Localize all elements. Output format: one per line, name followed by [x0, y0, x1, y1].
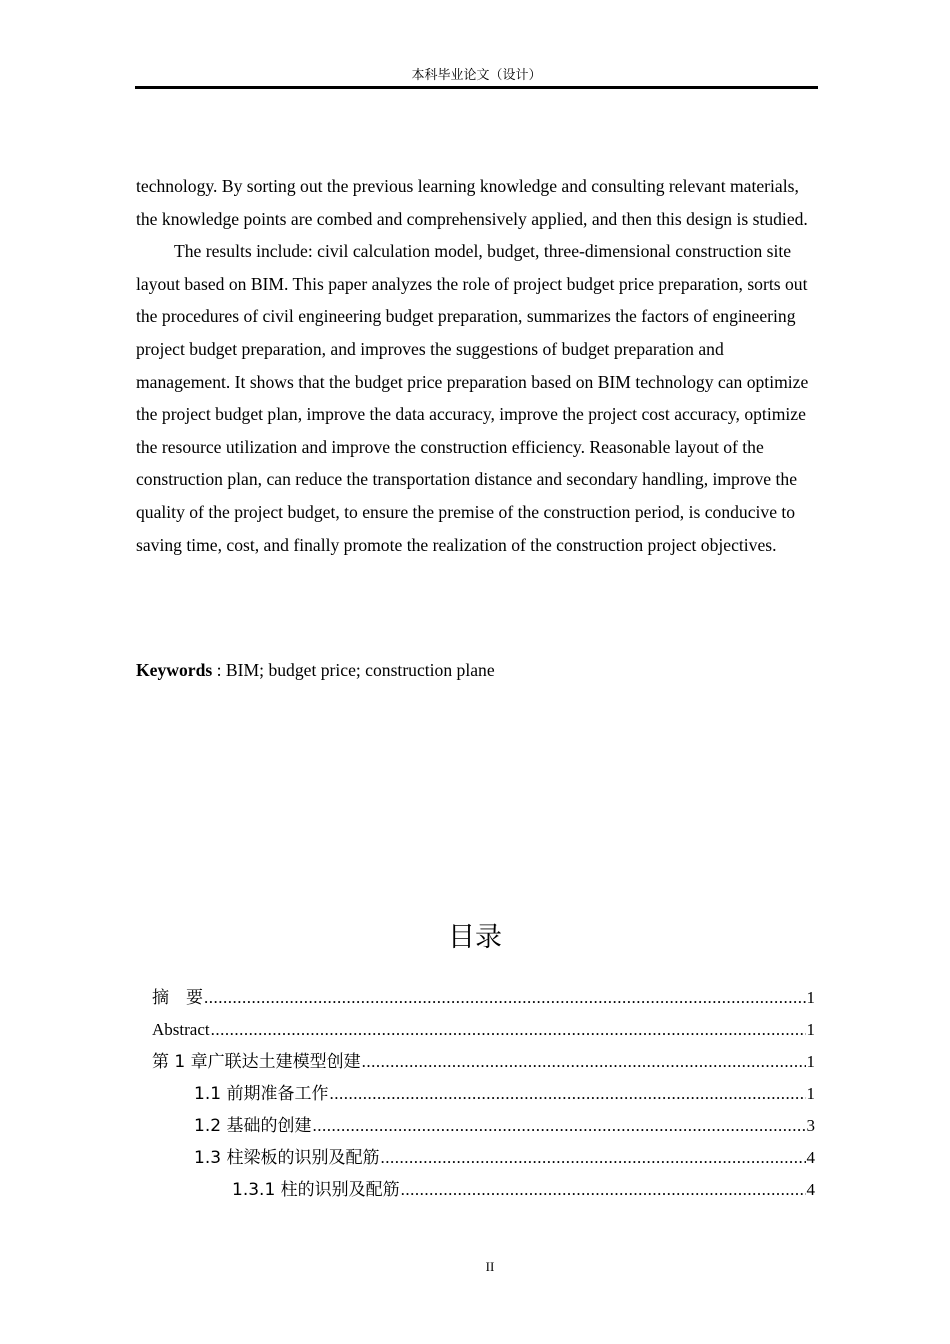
toc-entry-label: 1.1 前期准备工作	[194, 1084, 329, 1104]
toc-title: 目录	[448, 922, 502, 953]
toc-entry-1-3-1[interactable]	[152, 1174, 815, 1206]
keywords-line	[136, 654, 816, 686]
page-number: II	[485, 1259, 495, 1274]
toc-leader-dots	[362, 1046, 806, 1078]
toc-entry-page: 4	[806, 1148, 815, 1167]
abstract-paragraph-2: The results include: civil calculation model, budget, three-dimensional construction site layout based on BIM. This paper analyzes the role of project budget price preparation, sorts out the procedures of civil engineering budget preparation, summarizes the factors of engineering project budget preparation, and improves the suggestions of budget preparation and management. It shows that the budget price preparation based on BIM technology can optimize the project budget plan, improve the data accuracy, improve the project cost accuracy, optimize the resource utilization and improve the construction efficiency. Reasonable layout of the construction plan, can reduce the transportation distance and secondary handling, improve the quality of the project budget, to ensure the premise of the construction period, is conducive to saving time, cost, and finally promote the realization of the construction project objectives.	[136, 241, 809, 555]
toc-entry-page: 1	[806, 1020, 815, 1039]
toc-leader-dots	[312, 1110, 805, 1142]
toc-entry-1-2[interactable]	[152, 1110, 815, 1142]
toc-entry-1-1[interactable]	[152, 1078, 815, 1110]
keywords-value: BIM; budget price; construction plane	[225, 660, 495, 680]
table-of-contents	[152, 982, 815, 1206]
toc-entry-page: 1	[806, 1084, 815, 1103]
toc-entry-abstract[interactable]	[152, 1014, 815, 1046]
toc-leader-dots	[204, 982, 806, 1014]
toc-entry-zhaiyao[interactable]	[152, 982, 815, 1014]
keywords-separator: :	[212, 660, 226, 680]
running-header: 本科毕业论文（设计）	[411, 67, 542, 82]
toc-leader-dots	[380, 1142, 805, 1174]
toc-entry-label: 1.3.1 柱的识别及配筋	[232, 1180, 400, 1200]
abstract-body	[136, 170, 816, 561]
toc-entry-1-3[interactable]	[152, 1142, 815, 1174]
toc-leader-dots	[401, 1174, 806, 1206]
toc-entry-page: 1	[806, 988, 815, 1007]
abstract-paragraph-1: technology. By sorting out the previous learning knowledge and consulting relevant materials, the knowledge points are combed and comprehensively applied, and then this design is studied.	[136, 176, 808, 229]
toc-entry-label: 摘 要	[152, 988, 203, 1008]
toc-entry-page: 1	[806, 1052, 815, 1071]
toc-entry-label: 1.2 基础的创建	[194, 1116, 312, 1136]
toc-entry-label: 第 1 章广联达土建模型创建	[152, 1052, 361, 1072]
toc-entry-label: Abstract	[152, 1020, 210, 1039]
header-rule	[135, 86, 818, 89]
toc-leader-dots	[329, 1078, 805, 1110]
toc-entry-label: 1.3 柱梁板的识别及配筋	[194, 1148, 380, 1168]
toc-entry-page: 4	[806, 1180, 815, 1199]
keywords-label: Keywords	[136, 660, 213, 680]
toc-leader-dots	[211, 1014, 806, 1046]
toc-entry-page: 3	[806, 1116, 815, 1135]
toc-entry-chapter-1[interactable]	[152, 1046, 815, 1078]
